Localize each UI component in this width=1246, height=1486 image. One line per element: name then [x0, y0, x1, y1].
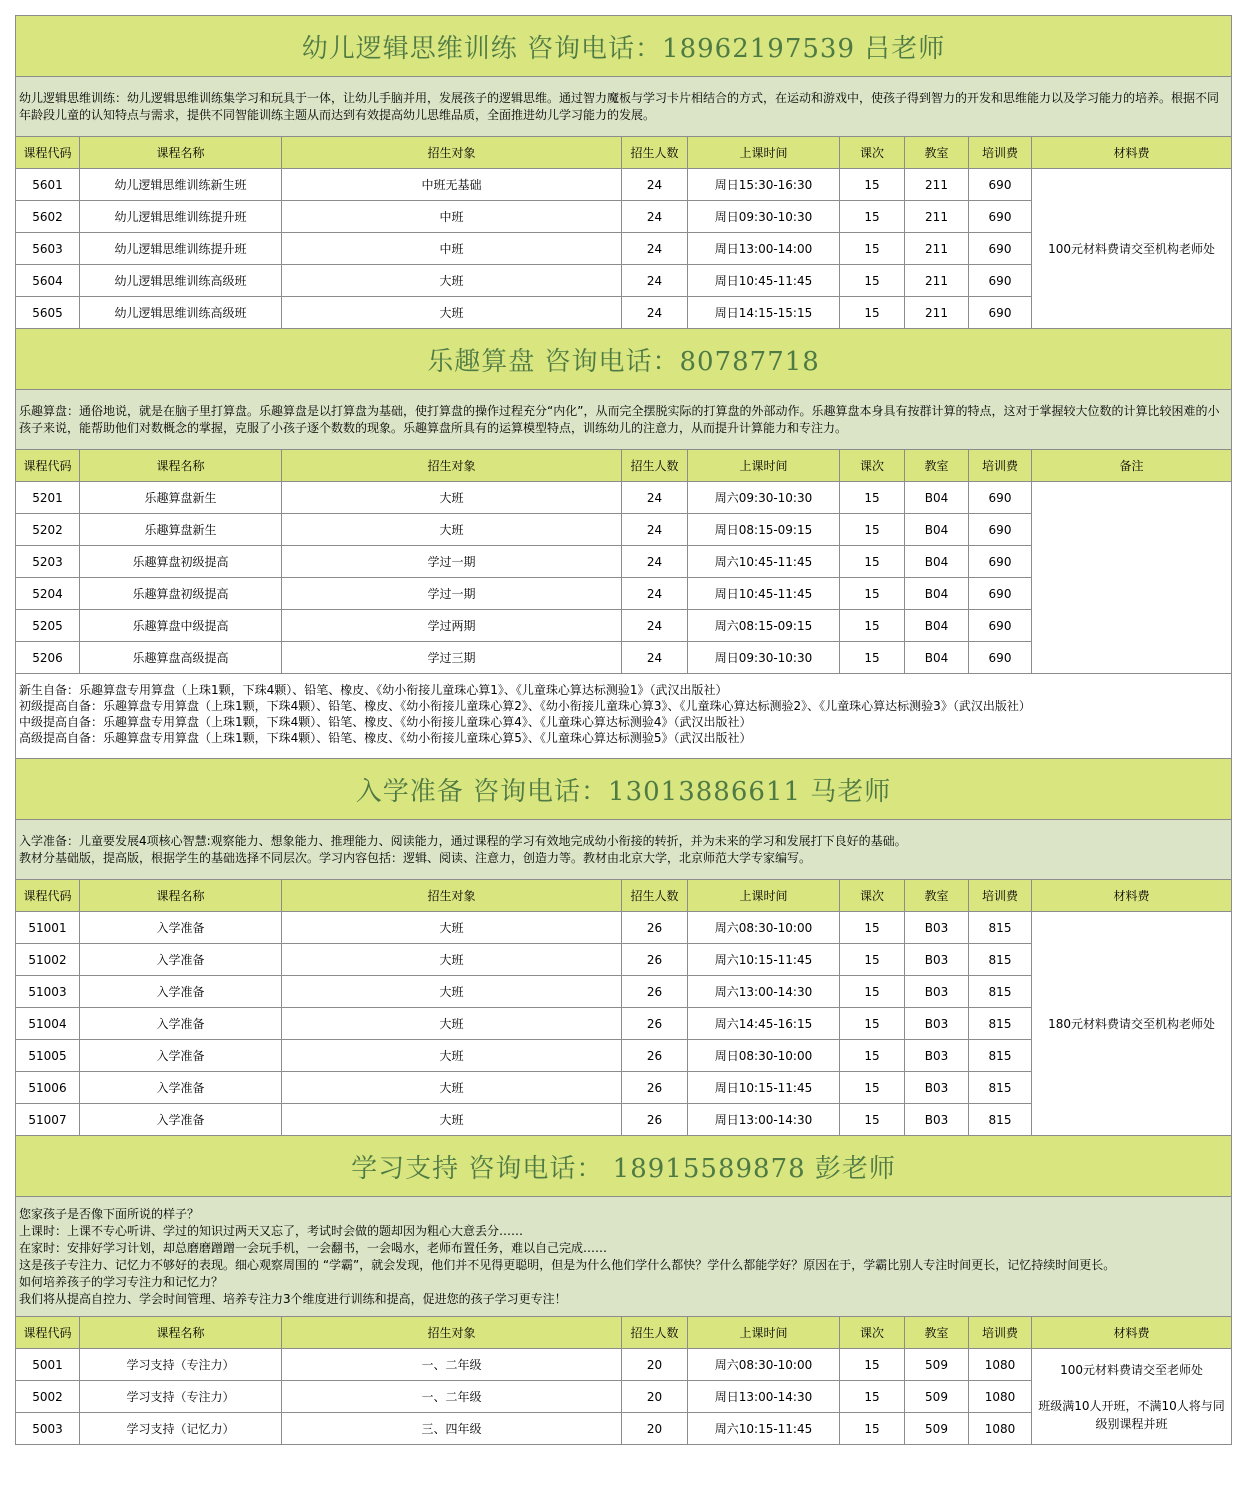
table-cell: 15	[840, 1040, 905, 1072]
table-cell: 周日10:45-11:45	[688, 265, 840, 297]
section-title: 学习支持 咨询电话： 18915589878 彭老师	[16, 1136, 1232, 1197]
table-cell: B04	[905, 578, 969, 610]
column-header: 招生对象	[282, 450, 622, 482]
table-cell: 15	[840, 169, 905, 201]
table-cell: 690	[969, 482, 1032, 514]
table-cell: 5002	[16, 1381, 80, 1413]
table-cell: 乐趣算盘初级提高	[80, 578, 282, 610]
table-cell: 24	[622, 297, 688, 329]
table-cell: 815	[969, 912, 1032, 944]
footnote-line: 初级提高自备：乐趣算盘专用算盘（上珠1颗，下珠4颗）、铅笔、橡皮、《幼小衔接儿童珠心算2》、《幼小衔接儿童珠心算3》、《儿童珠心算达标测验2》、《儿童珠心算达标测验3》（武汉出版社）	[19, 699, 1031, 713]
table-cell: 24	[622, 201, 688, 233]
note-spacer	[1036, 1379, 1227, 1397]
table-cell: 5201	[16, 482, 80, 514]
table-cell: 15	[840, 944, 905, 976]
table-cell: 大班	[282, 976, 622, 1008]
table-cell: 大班	[282, 265, 622, 297]
table-cell: 大班	[282, 1008, 622, 1040]
section-title-row	[16, 1136, 1232, 1197]
table-cell: B04	[905, 514, 969, 546]
table-cell: 815	[969, 1104, 1032, 1136]
course-schedule-sheet	[15, 15, 1231, 1445]
description-line: 入学准备：儿童要发展4项核心智慧:观察能力、想象能力、推理能力、阅读能力，通过课程的学习有效地完成幼小衔接的转折，并为未来的学习和发展打下良好的基础。	[19, 833, 907, 848]
table-cell: 26	[622, 1072, 688, 1104]
merged-note-line: 100元材料费请交至机构老师处	[1048, 241, 1215, 256]
column-header: 课次	[840, 1317, 905, 1349]
description-line: 如何培养孩子的学习专注力和记忆力？	[19, 1274, 224, 1289]
table-cell: B03	[905, 1104, 969, 1136]
table-cell: 中班无基础	[282, 169, 622, 201]
table-cell: 51003	[16, 976, 80, 1008]
table-cell: 51006	[16, 1072, 80, 1104]
table-cell: 15	[840, 297, 905, 329]
table-cell: 1080	[969, 1349, 1032, 1381]
materials-footnote	[16, 674, 1232, 759]
table-cell: 15	[840, 514, 905, 546]
table-cell: 690	[969, 265, 1032, 297]
table-cell: 690	[969, 610, 1032, 642]
table-cell: 509	[905, 1413, 969, 1445]
table-cell: 24	[622, 610, 688, 642]
table-cell: 24	[622, 233, 688, 265]
table-cell: 24	[622, 514, 688, 546]
column-header: 课次	[840, 880, 905, 912]
column-header: 课程名称	[80, 137, 282, 169]
table-cell: 5203	[16, 546, 80, 578]
table-cell: 1080	[969, 1413, 1032, 1445]
table-cell: 20	[622, 1413, 688, 1445]
table-cell: 5206	[16, 642, 80, 674]
column-header: 招生对象	[282, 137, 622, 169]
table-cell: 大班	[282, 1040, 622, 1072]
table-cell: 5602	[16, 201, 80, 233]
column-header: 招生人数	[622, 880, 688, 912]
column-header: 培训费	[969, 450, 1032, 482]
table-cell: 51002	[16, 944, 80, 976]
table-cell: B03	[905, 1072, 969, 1104]
table-cell: 5205	[16, 610, 80, 642]
table-cell: 周六10:15-11:45	[688, 1413, 840, 1445]
table-cell: 211	[905, 265, 969, 297]
footnote-row	[16, 674, 1232, 759]
column-header: 课程代码	[16, 1317, 80, 1349]
table-cell: 5605	[16, 297, 80, 329]
table-cell: 一、二年级	[282, 1381, 622, 1413]
table-cell: 学过两期	[282, 610, 622, 642]
column-header: 上课时间	[688, 1317, 840, 1349]
table-cell: 周日10:15-11:45	[688, 1072, 840, 1104]
column-header: 教室	[905, 1317, 969, 1349]
table-cell: 幼儿逻辑思维训练高级班	[80, 297, 282, 329]
table-cell: 509	[905, 1381, 969, 1413]
table-cell: 大班	[282, 482, 622, 514]
table-cell: 815	[969, 944, 1032, 976]
table-cell: 690	[969, 201, 1032, 233]
table-cell: 大班	[282, 297, 622, 329]
column-header: 课程名称	[80, 880, 282, 912]
table-cell: 周日13:00-14:30	[688, 1104, 840, 1136]
section-description	[16, 390, 1232, 450]
table-cell: 690	[969, 233, 1032, 265]
column-header: 课程名称	[80, 450, 282, 482]
footnote-line: 高级提高自备：乐趣算盘专用算盘（上珠1颗，下珠4颗）、铅笔、橡皮、《幼小衔接儿童珠心算5》、《儿童珠心算达标测验5》（武汉出版社）	[19, 731, 752, 745]
table-cell: 815	[969, 976, 1032, 1008]
table-cell: 周日13:00-14:00	[688, 233, 840, 265]
table-cell: 51001	[16, 912, 80, 944]
table-cell: 26	[622, 1104, 688, 1136]
column-header-last: 材料费	[1032, 137, 1232, 169]
merged-note-cell	[1032, 912, 1232, 1136]
column-header: 课程代码	[16, 880, 80, 912]
table-cell: 15	[840, 233, 905, 265]
table-cell: 5001	[16, 1349, 80, 1381]
table-cell: 乐趣算盘新生	[80, 482, 282, 514]
merged-note-line: 班级满10人开班，不满10人将与同级别课程并班	[1038, 1398, 1225, 1431]
description-line: 上课时：上课不专心听讲、学过的知识过两天又忘了，考试时会做的题却因为粗心大意丢分……	[19, 1223, 524, 1238]
table-cell: 周六08:30-10:00	[688, 912, 840, 944]
table-row	[16, 482, 1232, 514]
description-line: 在家时：安排好学习计划，却总磨磨蹭蹭一会玩手机，一会翻书，一会喝水，老师布置任务，难以自己完成……	[19, 1240, 608, 1255]
table-cell: 周六14:45-16:15	[688, 1008, 840, 1040]
table-cell: 15	[840, 1413, 905, 1445]
table-cell: 一、二年级	[282, 1349, 622, 1381]
table-cell: 周六08:30-10:00	[688, 1349, 840, 1381]
table-row	[16, 169, 1232, 201]
column-header-last: 备注	[1032, 450, 1232, 482]
table-cell: 15	[840, 201, 905, 233]
table-cell: 690	[969, 578, 1032, 610]
table-cell: 乐趣算盘新生	[80, 514, 282, 546]
table-cell: 入学准备	[80, 944, 282, 976]
table-cell: 入学准备	[80, 1040, 282, 1072]
table-cell: 15	[840, 265, 905, 297]
table-cell: 周日09:30-10:30	[688, 201, 840, 233]
description-line: 幼儿逻辑思维训练：幼儿逻辑思维训练集学习和玩具于一体，让幼儿手脑并用，发展孩子的逻辑思维。通过智力魔板与学习卡片相结合的方式，在运动和游戏中，使孩子得到智力的开发和思维能力以及学习能力的培养。根据不同年龄段儿童的认知特点与需求，提供不同智能训练主题从而达到有效提高幼儿思维品质，全面推进幼儿学习能力的发展。	[19, 90, 1220, 122]
table-cell: 15	[840, 1381, 905, 1413]
table-cell: 26	[622, 1008, 688, 1040]
table-cell: 学过三期	[282, 642, 622, 674]
table-cell: 周日15:30-16:30	[688, 169, 840, 201]
table-cell: 1080	[969, 1381, 1032, 1413]
table-cell: 幼儿逻辑思维训练高级班	[80, 265, 282, 297]
table-cell: 20	[622, 1349, 688, 1381]
table-cell: 周日13:00-14:30	[688, 1381, 840, 1413]
table-cell: 5202	[16, 514, 80, 546]
table-cell: 三、四年级	[282, 1413, 622, 1445]
course-table	[15, 15, 1232, 1445]
column-header: 课程名称	[80, 1317, 282, 1349]
table-cell: 幼儿逻辑思维训练新生班	[80, 169, 282, 201]
column-header: 上课时间	[688, 880, 840, 912]
table-cell: 24	[622, 546, 688, 578]
table-cell: 学过一期	[282, 578, 622, 610]
column-header: 教室	[905, 880, 969, 912]
table-header-row	[16, 1317, 1232, 1349]
section-description	[16, 1197, 1232, 1317]
column-header: 上课时间	[688, 137, 840, 169]
description-line: 乐趣算盘：通俗地说，就是在脑子里打算盘。乐趣算盘是以打算盘为基础，使打算盘的操作过程充分“内化”，从而完全摆脱实际的打算盘的外部动作。乐趣算盘本身具有按群计算的特点，这对于掌握较大位数的计算比较困难的小孩子来说，能帮助他们对数概念的掌握，克服了小孩子逐个数数的现象。乐趣算盘所具有的运算模型特点，训练幼儿的注意力，从而提升计算能力和专注力。	[19, 403, 1220, 435]
table-cell: 幼儿逻辑思维训练提升班	[80, 201, 282, 233]
section-description-row	[16, 820, 1232, 880]
table-cell: 5603	[16, 233, 80, 265]
table-cell: 15	[840, 1349, 905, 1381]
table-cell: 周六10:15-11:45	[688, 944, 840, 976]
column-header: 招生人数	[622, 137, 688, 169]
column-header-last: 材料费	[1032, 1317, 1232, 1349]
table-cell: 幼儿逻辑思维训练提升班	[80, 233, 282, 265]
table-cell: 中班	[282, 233, 622, 265]
column-header: 教室	[905, 137, 969, 169]
table-cell: 乐趣算盘中级提高	[80, 610, 282, 642]
table-cell: 690	[969, 546, 1032, 578]
table-cell: 乐趣算盘初级提高	[80, 546, 282, 578]
table-cell: 15	[840, 1008, 905, 1040]
column-header: 培训费	[969, 137, 1032, 169]
table-cell: 15	[840, 912, 905, 944]
table-cell: 20	[622, 1381, 688, 1413]
table-cell: 509	[905, 1349, 969, 1381]
table-cell: 815	[969, 1040, 1032, 1072]
table-cell: 5601	[16, 169, 80, 201]
table-header-row	[16, 450, 1232, 482]
column-header-last: 材料费	[1032, 880, 1232, 912]
table-cell: B04	[905, 546, 969, 578]
table-cell: 26	[622, 944, 688, 976]
table-cell: 周日10:45-11:45	[688, 578, 840, 610]
description-line: 我们将从提高自控力、学会时间管理、培养专注力3个维度进行训练和提高，促进您的孩子学习更专注！	[19, 1291, 567, 1306]
table-cell: B03	[905, 1040, 969, 1072]
table-cell: 26	[622, 1040, 688, 1072]
section-title: 乐趣算盘 咨询电话：80787718	[16, 329, 1232, 390]
table-cell: 15	[840, 1104, 905, 1136]
table-cell: 26	[622, 976, 688, 1008]
section-title-row	[16, 759, 1232, 820]
table-cell: 690	[969, 514, 1032, 546]
table-cell: 大班	[282, 1104, 622, 1136]
column-header: 课次	[840, 137, 905, 169]
footnote-line: 新生自备：乐趣算盘专用算盘（上珠1颗，下珠4颗）、铅笔、橡皮、《幼小衔接儿童珠心算1》、《儿童珠心算达标测验1》（武汉出版社）	[19, 683, 728, 697]
table-cell: 24	[622, 482, 688, 514]
table-cell: 大班	[282, 944, 622, 976]
table-cell: B03	[905, 976, 969, 1008]
description-line: 您家孩子是否像下面所说的样子？	[19, 1206, 200, 1221]
column-header: 课程代码	[16, 450, 80, 482]
table-cell: 周日14:15-15:15	[688, 297, 840, 329]
table-cell: 24	[622, 642, 688, 674]
column-header: 招生对象	[282, 880, 622, 912]
table-cell: B03	[905, 912, 969, 944]
column-header: 课次	[840, 450, 905, 482]
table-cell: 周日08:15-09:15	[688, 514, 840, 546]
table-cell: 学过一期	[282, 546, 622, 578]
merged-note-line: 100元材料费请交至老师处	[1060, 1362, 1203, 1377]
table-cell: 大班	[282, 1072, 622, 1104]
table-cell: 入学准备	[80, 976, 282, 1008]
section-description-row	[16, 77, 1232, 137]
table-cell: 周日09:30-10:30	[688, 642, 840, 674]
table-cell: B03	[905, 944, 969, 976]
table-cell: 5204	[16, 578, 80, 610]
table-cell: 211	[905, 169, 969, 201]
table-cell: 大班	[282, 514, 622, 546]
column-header: 上课时间	[688, 450, 840, 482]
table-cell: 5604	[16, 265, 80, 297]
table-cell: 周六10:45-11:45	[688, 546, 840, 578]
table-cell: 15	[840, 1072, 905, 1104]
section-description-row	[16, 390, 1232, 450]
table-cell: 24	[622, 265, 688, 297]
table-cell: 学习支持（专注力）	[80, 1349, 282, 1381]
column-header: 招生人数	[622, 450, 688, 482]
table-cell: 51007	[16, 1104, 80, 1136]
table-cell: 学习支持（记忆力）	[80, 1413, 282, 1445]
section-description	[16, 77, 1232, 137]
table-cell: 690	[969, 297, 1032, 329]
footnote-line: 中级提高自备：乐趣算盘专用算盘（上珠1颗，下珠4颗）、铅笔、橡皮、《幼小衔接儿童珠心算4》、《儿童珠心算达标测验4》（武汉出版社）	[19, 715, 752, 729]
table-cell: 大班	[282, 912, 622, 944]
table-cell: 15	[840, 976, 905, 1008]
table-cell: 周六13:00-14:30	[688, 976, 840, 1008]
table-cell: B04	[905, 642, 969, 674]
table-cell: 24	[622, 169, 688, 201]
table-cell: 26	[622, 912, 688, 944]
table-cell: 中班	[282, 201, 622, 233]
table-cell: 15	[840, 482, 905, 514]
table-cell: 5003	[16, 1413, 80, 1445]
merged-note-cell	[1032, 169, 1232, 329]
table-cell: 学习支持（专注力）	[80, 1381, 282, 1413]
table-cell: 211	[905, 297, 969, 329]
table-cell: 211	[905, 201, 969, 233]
table-cell: B04	[905, 482, 969, 514]
table-cell: 690	[969, 642, 1032, 674]
table-cell: 24	[622, 578, 688, 610]
table-row	[16, 1349, 1232, 1381]
merged-note-cell	[1032, 1349, 1232, 1445]
column-header: 招生人数	[622, 1317, 688, 1349]
table-cell: 51004	[16, 1008, 80, 1040]
table-cell: 815	[969, 1008, 1032, 1040]
section-title: 幼儿逻辑思维训练 咨询电话：18962197539 吕老师	[16, 16, 1232, 77]
table-cell: 周六08:15-09:15	[688, 610, 840, 642]
section-title-row	[16, 16, 1232, 77]
table-cell: 15	[840, 546, 905, 578]
table-cell: 690	[969, 169, 1032, 201]
table-cell: 入学准备	[80, 1104, 282, 1136]
column-header: 招生对象	[282, 1317, 622, 1349]
description-line: 教材分基础版，提高版，根据学生的基础选择不同层次。学习内容包括：逻辑、阅读、注意力，创造力等。教材由北京大学，北京师范大学专家编写。	[19, 850, 812, 865]
table-cell: 入学准备	[80, 1072, 282, 1104]
description-line: 这是孩子专注力、记忆力不够好的表现。细心观察周围的 “学霸”，就会发现，他们并不见得更聪明，但是为什么他们学什么都快？学什么都能学好？原因在于，学霸比别人专注时间更长，记忆持续时间更长。	[19, 1257, 1116, 1272]
table-header-row	[16, 137, 1232, 169]
table-cell: 入学准备	[80, 912, 282, 944]
merged-note-line: 180元材料费请交至机构老师处	[1048, 1016, 1215, 1031]
table-cell: 乐趣算盘高级提高	[80, 642, 282, 674]
section-description	[16, 820, 1232, 880]
table-header-row	[16, 880, 1232, 912]
table-cell: 周六09:30-10:30	[688, 482, 840, 514]
table-cell: 211	[905, 233, 969, 265]
table-row	[16, 912, 1232, 944]
table-cell: 15	[840, 610, 905, 642]
table-cell: 15	[840, 578, 905, 610]
section-description-row	[16, 1197, 1232, 1317]
column-header: 培训费	[969, 880, 1032, 912]
column-header: 培训费	[969, 1317, 1032, 1349]
column-header: 教室	[905, 450, 969, 482]
table-cell: B03	[905, 1008, 969, 1040]
column-header: 课程代码	[16, 137, 80, 169]
section-title-row	[16, 329, 1232, 390]
table-cell: B04	[905, 610, 969, 642]
table-cell: 周日08:30-10:00	[688, 1040, 840, 1072]
section-title: 入学准备 咨询电话：13013886611 马老师	[16, 759, 1232, 820]
table-cell: 入学准备	[80, 1008, 282, 1040]
table-cell: 51005	[16, 1040, 80, 1072]
table-cell: 15	[840, 642, 905, 674]
merged-note-cell	[1032, 482, 1232, 674]
table-cell: 815	[969, 1072, 1032, 1104]
